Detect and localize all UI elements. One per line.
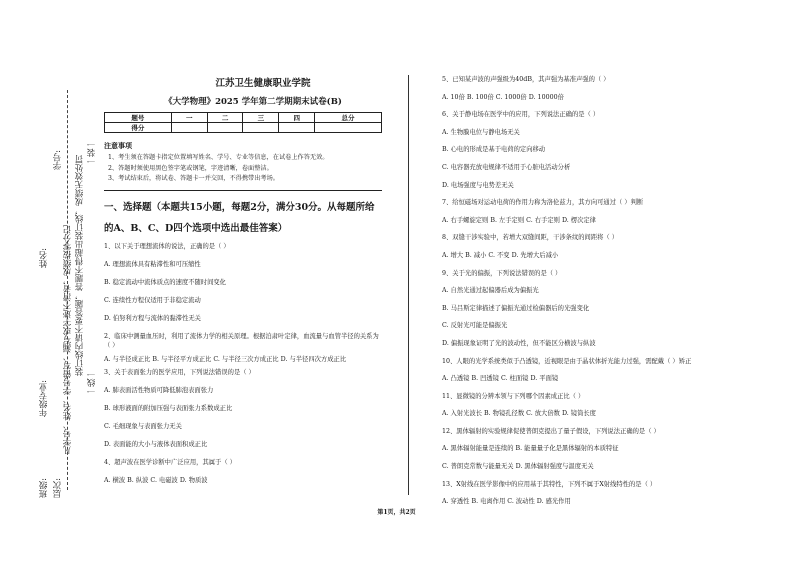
grade-major-label: 年级专业: bbox=[39, 380, 49, 417]
question-stem: 13、X射线在医学影像中的应用基于其特性，下列不属于X射线特性的是（ ） bbox=[442, 480, 657, 488]
question-option: A. 与半径成正比 B. 与半径平方成正比 C. 与半径三次方成正比 D. 与半径四次方成正比 bbox=[104, 355, 347, 363]
score-cell: 总分 bbox=[315, 113, 382, 123]
question-option: D. 伯努利方程与流体的黏滞性无关 bbox=[104, 314, 201, 322]
question-option: A. 入射光波长 B. 物镜孔径数 C. 放大倍数 D. 镜筒长度 bbox=[442, 410, 596, 418]
question-6 bbox=[442, 110, 782, 190]
question-2 bbox=[104, 332, 382, 365]
question-option: A. 肺表面活性物质可降低肺泡表面张力 bbox=[104, 387, 214, 394]
score-cell: 得分 bbox=[105, 123, 172, 133]
question-stem: 3、关于表面张力的医学应用，下列说法错误的是（ ） bbox=[104, 369, 255, 376]
question-option: D. 表面能的大小与液体表面积成正比 bbox=[104, 441, 208, 448]
question-option: A. 凸透镜 B. 凹透镜 C. 柱面镜 D. 平面镜 bbox=[442, 375, 559, 383]
score-cell bbox=[243, 123, 279, 133]
question-option: C. 连续性方程仅适用于非稳定流动 bbox=[104, 296, 201, 304]
question-9 bbox=[442, 269, 782, 349]
question-10 bbox=[442, 357, 782, 384]
section-heading: 一、选择题（本题共15小题，每题2分，满分30分。从每题所给的A、B、C、D四个选项中选出最佳答案） bbox=[104, 201, 375, 234]
score-table-header-row bbox=[105, 113, 382, 123]
question-option: A. 10倍 B. 100倍 C. 1000倍 D. 10000倍 bbox=[442, 93, 564, 101]
question-13 bbox=[442, 480, 782, 507]
question-4 bbox=[104, 458, 382, 486]
class-label: 班级: bbox=[39, 478, 49, 498]
question-option: C. 普朗克常数与能量无关 D. 黑体辐射强度与温度无关 bbox=[442, 463, 594, 471]
question-option: C. 电容器充放电规律不适用于心脏电活动分析 bbox=[442, 163, 571, 171]
notice-title: 注意事项 bbox=[104, 141, 132, 150]
score-cell: 二 bbox=[207, 113, 243, 123]
question-option: B. 心电的形成是基于电荷的定向移动 bbox=[442, 146, 546, 154]
question-stem: 4、超声波在医学诊断中广泛应用，其属于（ ） bbox=[104, 459, 236, 466]
question-stem: 5、已知某声波的声强级为40dB，其声强为基准声强的（ ） bbox=[442, 76, 610, 83]
score-cell bbox=[279, 123, 315, 133]
question-stem: 6、关于静电场在医学中的应用，下列说法正确的是（ ） bbox=[442, 111, 600, 119]
question-stem: 1、以下关于理想流体的说法，正确的是（ ） bbox=[104, 242, 230, 250]
binding-margin bbox=[0, 0, 100, 561]
question-11 bbox=[442, 392, 782, 419]
question-option: B. 稳定流动中流体质点的速度不随时间变化 bbox=[104, 278, 226, 286]
question-option: A. 右手螺旋定则 B. 左手定则 C. 右手定则 D. 楞次定律 bbox=[442, 216, 596, 224]
question-stem: 2、临床中测量血压时，利用了流体力学的相关原理。根据泊肃叶定律，血流量与血管半径的关系为（ ） bbox=[104, 332, 379, 349]
left-column bbox=[104, 75, 382, 494]
question-8 bbox=[442, 233, 782, 260]
binding-warning-1: 装订线内请不要答题，答题不得超出装订线，成绩无效处罚 bbox=[75, 155, 85, 376]
question-stem: 11、显微镜的分辨本领与下列哪个因素成正比（ ） bbox=[442, 392, 585, 400]
score-cell: 四 bbox=[279, 113, 315, 123]
question-option: A. 生物膜电位与静电场无关 bbox=[442, 128, 520, 136]
notice-item: 2、答题时须使用黑色签字笔或钢笔，字迹清晰，卷面整洁。 bbox=[108, 164, 273, 172]
score-cell bbox=[207, 123, 243, 133]
score-cell: 题号 bbox=[105, 113, 172, 123]
exam-title: 《大学物理》2025 学年第二学期期末试卷(B) bbox=[164, 97, 342, 107]
page-footer: 第1页，共2页 bbox=[377, 509, 416, 516]
column-divider bbox=[408, 75, 409, 495]
level-label: 层次: bbox=[53, 478, 63, 498]
score-cell: 三 bbox=[243, 113, 279, 123]
question-option: D. 偏振现象证明了光的波动性，但不能区分横波与纵波 bbox=[442, 339, 596, 347]
score-cell bbox=[315, 123, 382, 133]
question-12 bbox=[442, 427, 782, 472]
binding-cut-line bbox=[67, 90, 68, 490]
question-option: C. 反射光可能是偏振光 bbox=[442, 322, 508, 330]
score-cell: 一 bbox=[171, 113, 207, 123]
binding-warning-2: 凡学号、姓名、学号错写、漏写或字迹不清者，成绩按零分记 bbox=[63, 225, 73, 455]
section-divider bbox=[104, 190, 382, 191]
question-stem: 7、给恒磁场对运动电荷的作用力称为洛伦兹力，其方向可通过（ ）判断 bbox=[442, 199, 644, 207]
cut-mark-top: 一装一 bbox=[87, 140, 97, 166]
notice-item: 1、考生须在答题卡指定位置填写姓名、学号、专业等信息，在试卷上作答无效。 bbox=[108, 154, 329, 161]
question-option: A. 自然光通过起偏器后成为偏振光 bbox=[442, 287, 539, 295]
question-option: A. 黑体辐射能量是连续的 B. 能量量子化是黑体辐射的本质特征 bbox=[442, 445, 619, 453]
question-option: D. 电场强度与电势差无关 bbox=[442, 181, 514, 189]
right-column bbox=[442, 75, 782, 515]
score-table-score-row bbox=[105, 123, 382, 133]
question-option: A. 横波 B. 纵波 C. 电磁波 D. 物质波 bbox=[104, 477, 208, 484]
question-option: B. 球形液面的附加压强与表面张力系数成正比 bbox=[104, 405, 233, 412]
question-option: A. 增大 B. 减小 C. 不变 D. 先增大后减小 bbox=[442, 251, 559, 259]
question-option: A. 理想流体具有粘滞性和可压缩性 bbox=[104, 260, 201, 268]
question-5 bbox=[442, 75, 782, 102]
cut-mark-bottom: 一线一 bbox=[87, 370, 97, 396]
question-option: A. 穿透性 B. 电离作用 C. 波动性 D. 感光作用 bbox=[442, 498, 571, 506]
question-stem: 10、人眼的光学系统类似于凸透镜，近视眼是由于晶状体折光能力过强，需配戴（ ）矫正 bbox=[442, 357, 692, 365]
score-cell bbox=[171, 123, 207, 133]
student-id-label: 学号: bbox=[53, 150, 63, 170]
question-1 bbox=[104, 242, 382, 324]
question-3 bbox=[104, 368, 382, 450]
question-option: C. 毛细现象与表面张力无关 bbox=[104, 423, 182, 430]
question-stem: 8、双缝干涉实验中，若增大双缝间距，干涉条纹的间距将（ ） bbox=[442, 234, 619, 242]
question-7 bbox=[442, 198, 782, 225]
score-table bbox=[104, 112, 382, 133]
name-label: 姓名: bbox=[39, 248, 49, 268]
question-stem: 9、关于光的偏振，下列说法错误的是（ ） bbox=[442, 269, 562, 277]
notice-item: 3、考试结束后，将试卷、答题卡一并交回，不得携带出考场。 bbox=[108, 175, 279, 182]
school-name: 江苏卫生健康职业学院 bbox=[215, 78, 311, 89]
question-option: B. 马吕斯定律描述了偏振光通过检偏器后的光强变化 bbox=[442, 304, 590, 312]
question-stem: 12、黑体辐射的实验规律促使普朗克提出了量子假设，下列说法正确的是（ ） bbox=[442, 427, 660, 435]
